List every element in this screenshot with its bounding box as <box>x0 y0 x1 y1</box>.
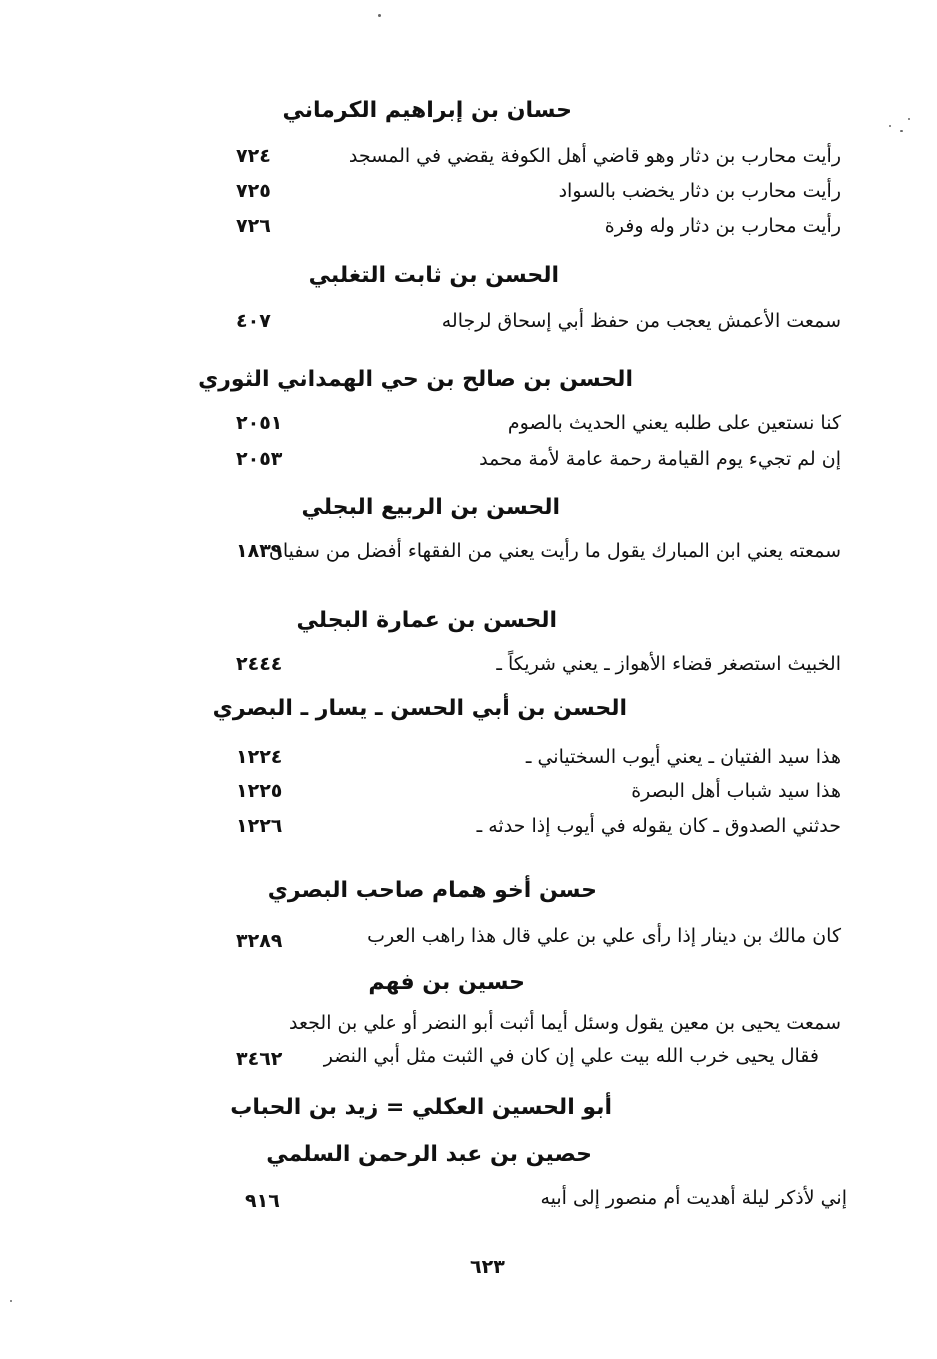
section-heading: الحسن بن الربيع البجلي <box>301 495 560 520</box>
entry-number: ٧٢٥ <box>236 180 271 202</box>
entry-text: سمعت الأعمش يعجب من حفظ أبي إسحاق لرجاله <box>441 310 841 332</box>
entry-number: ٧٢٦ <box>236 215 271 237</box>
entry-text: رأيت محارب بن دثار وهو قاضي أهل الكوفة يقضي في المسجد <box>348 145 841 167</box>
section-heading: الحسن بن عمارة البجلي <box>296 608 557 633</box>
entry-text: هذا سيد الفتيان ـ يعني أيوب السختياني ـ <box>525 746 841 768</box>
entry-number: ٤٠٧ <box>236 310 271 332</box>
section-heading: أبو الحسين العكلي = زيد بن الحباب <box>230 1095 612 1120</box>
entry-number: ٣٢٨٩ <box>236 930 283 952</box>
entry-number: ٢٠٥٣ <box>236 448 283 470</box>
section-heading: الحسن بن ثابت التغلبي <box>308 263 559 288</box>
section-heading: حصين بن عبد الرحمن السلمي <box>266 1142 592 1167</box>
entry-number: ١٢٢٦ <box>236 815 283 837</box>
entry-number: ٢٠٥١ <box>236 412 283 434</box>
entry-text: إني لأذكر ليلة أهديت أم منصور إلى أبيه <box>540 1187 847 1209</box>
entry-number: ٧٢٤ <box>236 145 271 167</box>
entry-text: سمعت يحيى بن معين يقول وسئل أيما أثبت أبو النضر أو علي بن الجعد <box>289 1012 841 1034</box>
scan-speck <box>900 130 903 132</box>
entry-number: ٣٤٦٢ <box>236 1048 283 1070</box>
entry-text: الخبيث استصغر قضاء الأهواز ـ يعني شريكاً ـ <box>496 653 841 675</box>
section-heading: حسان بن إبراهيم الكرماني <box>282 98 572 123</box>
section-heading: حسن أخو همام صاحب البصري <box>267 878 597 903</box>
section-heading: الحسن بن صالح بن حي الهمداني الثوري <box>198 367 633 392</box>
entry-text: رأيت محارب بن دثار يخضب بالسواد <box>558 180 841 202</box>
entry-text: فقال يحيى خرب الله بيت علي إن كان في الثبت مثل أبي النضر <box>323 1045 819 1067</box>
entry-number: ١٢٢٤ <box>236 746 283 768</box>
entry-text: هذا سيد شباب أهل البصرة <box>631 780 841 802</box>
scan-speck <box>10 1300 12 1302</box>
entry-text: كنا نستعين على طلبه يعني الحديث بالصوم <box>507 412 841 434</box>
entry-text: حدثني الصدوق ـ كان يقوله في أيوب إذا حدثه ـ <box>476 815 841 837</box>
scan-speck <box>378 14 381 17</box>
entry-number: ٩١٦ <box>245 1190 280 1212</box>
entry-text: رأيت محارب بن دثار وله وفرة <box>604 215 841 237</box>
scan-speck <box>908 118 910 120</box>
section-heading: الحسن بن أبي الحسن ـ يسار ـ البصري <box>212 696 627 721</box>
entry-number: ١٨٣٩ <box>236 540 283 562</box>
entry-text: إن لم تجيء يوم القيامة رحمة عامة لأمة محمد <box>479 448 841 470</box>
page-number: ٦٢٣ <box>470 1256 505 1278</box>
entry-text: سمعته يعني ابن المبارك يقول ما رأيت يعني من الفقهاء أفضل من سفيان <box>268 540 841 562</box>
scan-speck <box>889 125 891 127</box>
entry-number: ٢٤٤٤ <box>236 653 283 675</box>
entry-text: كان مالك بن دينار إذا رأى علي بن علي قال هذا راهب العرب <box>367 925 841 947</box>
section-heading: حسين بن فهم <box>368 970 525 995</box>
entry-number: ١٢٢٥ <box>236 780 283 802</box>
